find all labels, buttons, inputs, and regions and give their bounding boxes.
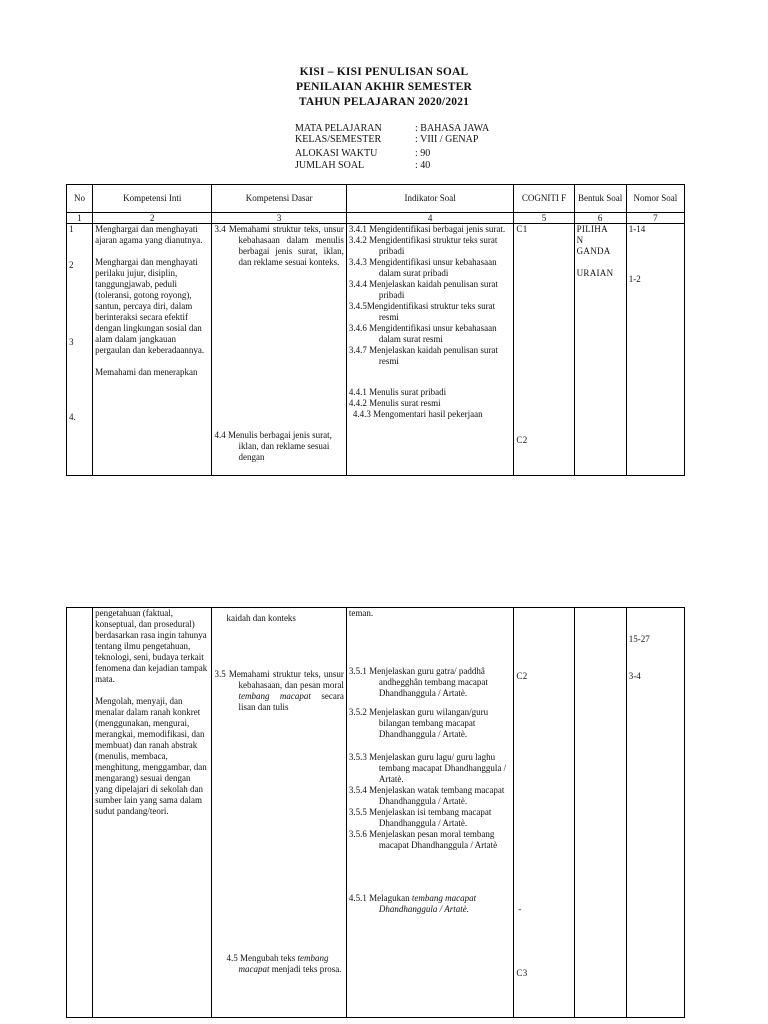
indikator-soal-cell <box>346 608 514 1018</box>
table-row <box>67 224 685 476</box>
bentuk-uraian: URAIAN <box>576 268 614 278</box>
kd-3-5-text: 3.5 Memahami struktur teks, unsur kebahasaan, dan pesan moral tembang macapat secara lisan dan tulis <box>214 669 344 712</box>
indikator-3-5-4: 3.5.4 Menjelaskan watak tembang macapat Dhandhanggula / Artatè. <box>348 785 505 806</box>
kompetensi-dasar-cell <box>212 224 346 476</box>
cognitif-c1: C1 <box>516 224 528 234</box>
kd-3-4-text: 3.4 Memahami struktur teks, unsur kebahasaan dalam menulis berbagai jenis surat, iklan, dan reklame sesuai konteks. <box>214 224 344 267</box>
kompetensi-inti-cell <box>93 608 212 1018</box>
col-num-5: 5 <box>514 213 574 224</box>
cognitif-c2: C2 <box>516 435 528 445</box>
header-indikator-soal: Indikator Soal <box>346 185 514 213</box>
cognitif-mark: - <box>518 904 522 914</box>
bentuk-pilihan-a: PILIHA <box>576 224 608 234</box>
meta-jumlah-soal: JUMLAH SOAL : 40 <box>295 160 431 171</box>
kd-4-4-text: 4.4 Menulis berbagai jenis surat, iklan, dan reklame sesuai dengan <box>214 430 332 462</box>
row-no-4: 4. <box>69 412 76 422</box>
col-num-3: 3 <box>212 213 346 224</box>
ki-3-continued-text: pengetahuan (faktual, konseptual, dan prosedural) berdasarkan rasa ingin tahunya tentang ilmu pengetahuan, teknologi, seni, budaya terkait fenomena dan kejadian tampak mata. <box>95 608 208 684</box>
kisi-table-page-1 <box>66 184 685 476</box>
header-kompetensi-inti: Kompetensi Inti <box>93 185 212 213</box>
doc-title-line-2: PENILAIAN AKHIR SEMESTER <box>295 81 473 93</box>
bentuk-pilihan-b: N <box>576 235 584 245</box>
ki-2-text: Menghargai dan menghayati perilaku jujur, disiplin, tanggungjawab, peduli (toleransi, gotong royong), santun, percaya diri, dalam berinteraksi secara efektif dengan lingkungan sosial dan alam dalam jangkauan pergaulan dan keberadaannya. <box>95 257 205 355</box>
row-no-2: 2 <box>69 260 74 270</box>
bentuk-ganda: GANDA <box>576 246 611 256</box>
row-numbers-cell <box>67 608 93 1018</box>
table-header-row <box>67 185 685 213</box>
header-no: No <box>67 185 93 213</box>
header-bentuk-soal: Bentuk Soal <box>574 185 626 213</box>
indikator-3-5-6: 3.5.6 Menjelaskan pesan moral tembang macapat Dhandhanggula / Artatè <box>348 829 498 850</box>
meta-mata-pelajaran: MATA PELAJARAN : BAHASA JAWA <box>295 123 490 134</box>
kisi-table-page-2 <box>66 607 685 1018</box>
col-num-6: 6 <box>574 213 626 224</box>
nomor-soal-cell <box>626 608 684 1018</box>
kd-4-4-continued: kaidah dan konteks <box>226 613 296 623</box>
nomor-15-27: 15-27 <box>628 634 650 644</box>
indikator-4-4-2: 4.4.2 Menulis surat resmi <box>348 398 441 408</box>
header-nomor-soal: Nomor Soal <box>626 185 684 213</box>
cognitif-c2: C2 <box>516 671 528 681</box>
kompetensi-inti-cell <box>93 224 212 476</box>
ki-1-text: Menghargai dan menghayati ajaran agama yang dianutnya. <box>95 224 203 245</box>
nomor-3-4: 3-4 <box>628 671 641 681</box>
ki-4-text: Mengolah, menyaji, dan menalar dalam ranah konkret (menggunakan, mengurai, merangkai, memodifikasi, dan membuat) dan ranah abstrak (menulis, membaca, menghitung, menggambar, dan mengarang) sesuai dengan yang dipelajari di sekolah dan sumber lain yang sama dalam sudut pandang/teori. <box>95 696 207 816</box>
indikator-3-4-3: 3.4.3 Mengidentifikasi unsur kebahasaan dalam surat pribadi <box>348 257 497 278</box>
col-num-7: 7 <box>626 213 684 224</box>
column-number-row <box>67 213 685 224</box>
cognitif-cell <box>514 224 574 476</box>
indikator-3-4-7: 3.4.7 Menjelaskan kaidah penulisan surat resmi <box>348 345 498 366</box>
meta-alokasi-waktu: ALOKASI WAKTU : 90 <box>295 148 431 159</box>
col-num-4: 4 <box>346 213 514 224</box>
col-num-1: 1 <box>67 213 93 224</box>
indikator-4-5-1: 4.5.1 Melagukan tembang macapat Dhandhanggula / Artatè. <box>348 893 477 914</box>
ki-3-text: Memahami dan menerapkan <box>95 367 198 377</box>
header-cognitif: COGNITI F <box>514 185 574 213</box>
indikator-4-4-3-continued: teman. <box>348 608 374 618</box>
indikator-3-5-1: 3.5.1 Menjelaskan guru gatra/ paddhâ andhegghân tembang macapat Dhandhanggula / Artatè. <box>348 666 488 698</box>
indikator-3-4-5: 3.4.5Mengidentifikasi struktur teks surat resmi <box>348 301 496 322</box>
nomor-1-14: 1-14 <box>628 224 646 234</box>
meta-kelas-semester: KELAS/SEMESTER : VIII / GENAP <box>295 134 479 145</box>
col-num-2: 2 <box>93 213 212 224</box>
indikator-3-5-3: 3.5.3 Menjelaskan guru lagu/ guru laghu tembang macapat Dhandhanggula / Artatè. <box>348 752 507 784</box>
indikator-3-5-2: 3.5.2 Menjelaskan guru wilangan/guru bilangan tembang macapat Dhandhanggula / Artatè. <box>348 707 489 739</box>
table-row <box>67 608 685 1018</box>
indikator-3-4-1: 3.4.1 Mengidentifikasi berbagai jenis surat. <box>348 224 506 234</box>
cognitif-c3: C3 <box>516 968 528 978</box>
row-no-3: 3 <box>69 337 74 347</box>
doc-title-line-3: TAHUN PELAJARAN 2020/2021 <box>298 96 470 108</box>
header-kompetensi-dasar: Kompetensi Dasar <box>212 185 346 213</box>
bentuk-soal-cell <box>574 608 626 1018</box>
kompetensi-dasar-cell <box>212 608 346 1018</box>
indikator-3-4-6: 3.4.6 Mengidentifikasi unsur kebahasaan dalam surat resmi <box>348 323 497 344</box>
indikator-3-5-5: 3.5.5 Menjelaskan isi tembang macapat Dhandhanggula / Artatè. <box>348 807 492 828</box>
indikator-4-4-3: 4.4.3 Mengomentari hasil pekerjaan <box>352 409 483 419</box>
doc-title-line-1: KISI – KISI PENULISAN SOAL <box>299 66 469 78</box>
indikator-soal-cell <box>346 224 514 476</box>
indikator-3-4-4: 3.4.4 Menjelaskan kaidah penulisan surat pribadi <box>348 279 498 300</box>
cognitif-cell <box>514 608 574 1018</box>
indikator-4-4-1: 4.4.1 Menulis surat pribadi <box>348 387 447 397</box>
row-numbers-cell <box>67 224 93 476</box>
row-no-1: 1 <box>69 224 74 234</box>
nomor-soal-cell <box>626 224 684 476</box>
nomor-1-2: 1-2 <box>628 274 641 284</box>
indikator-3-4-2: 3.4.2 Mengidentifikasi struktur teks surat pribadi <box>348 235 498 256</box>
bentuk-soal-cell <box>574 224 626 476</box>
kd-4-5-text: 4.5 Mengubah teks tembang macapat menjadi teks prosa. <box>226 953 342 974</box>
